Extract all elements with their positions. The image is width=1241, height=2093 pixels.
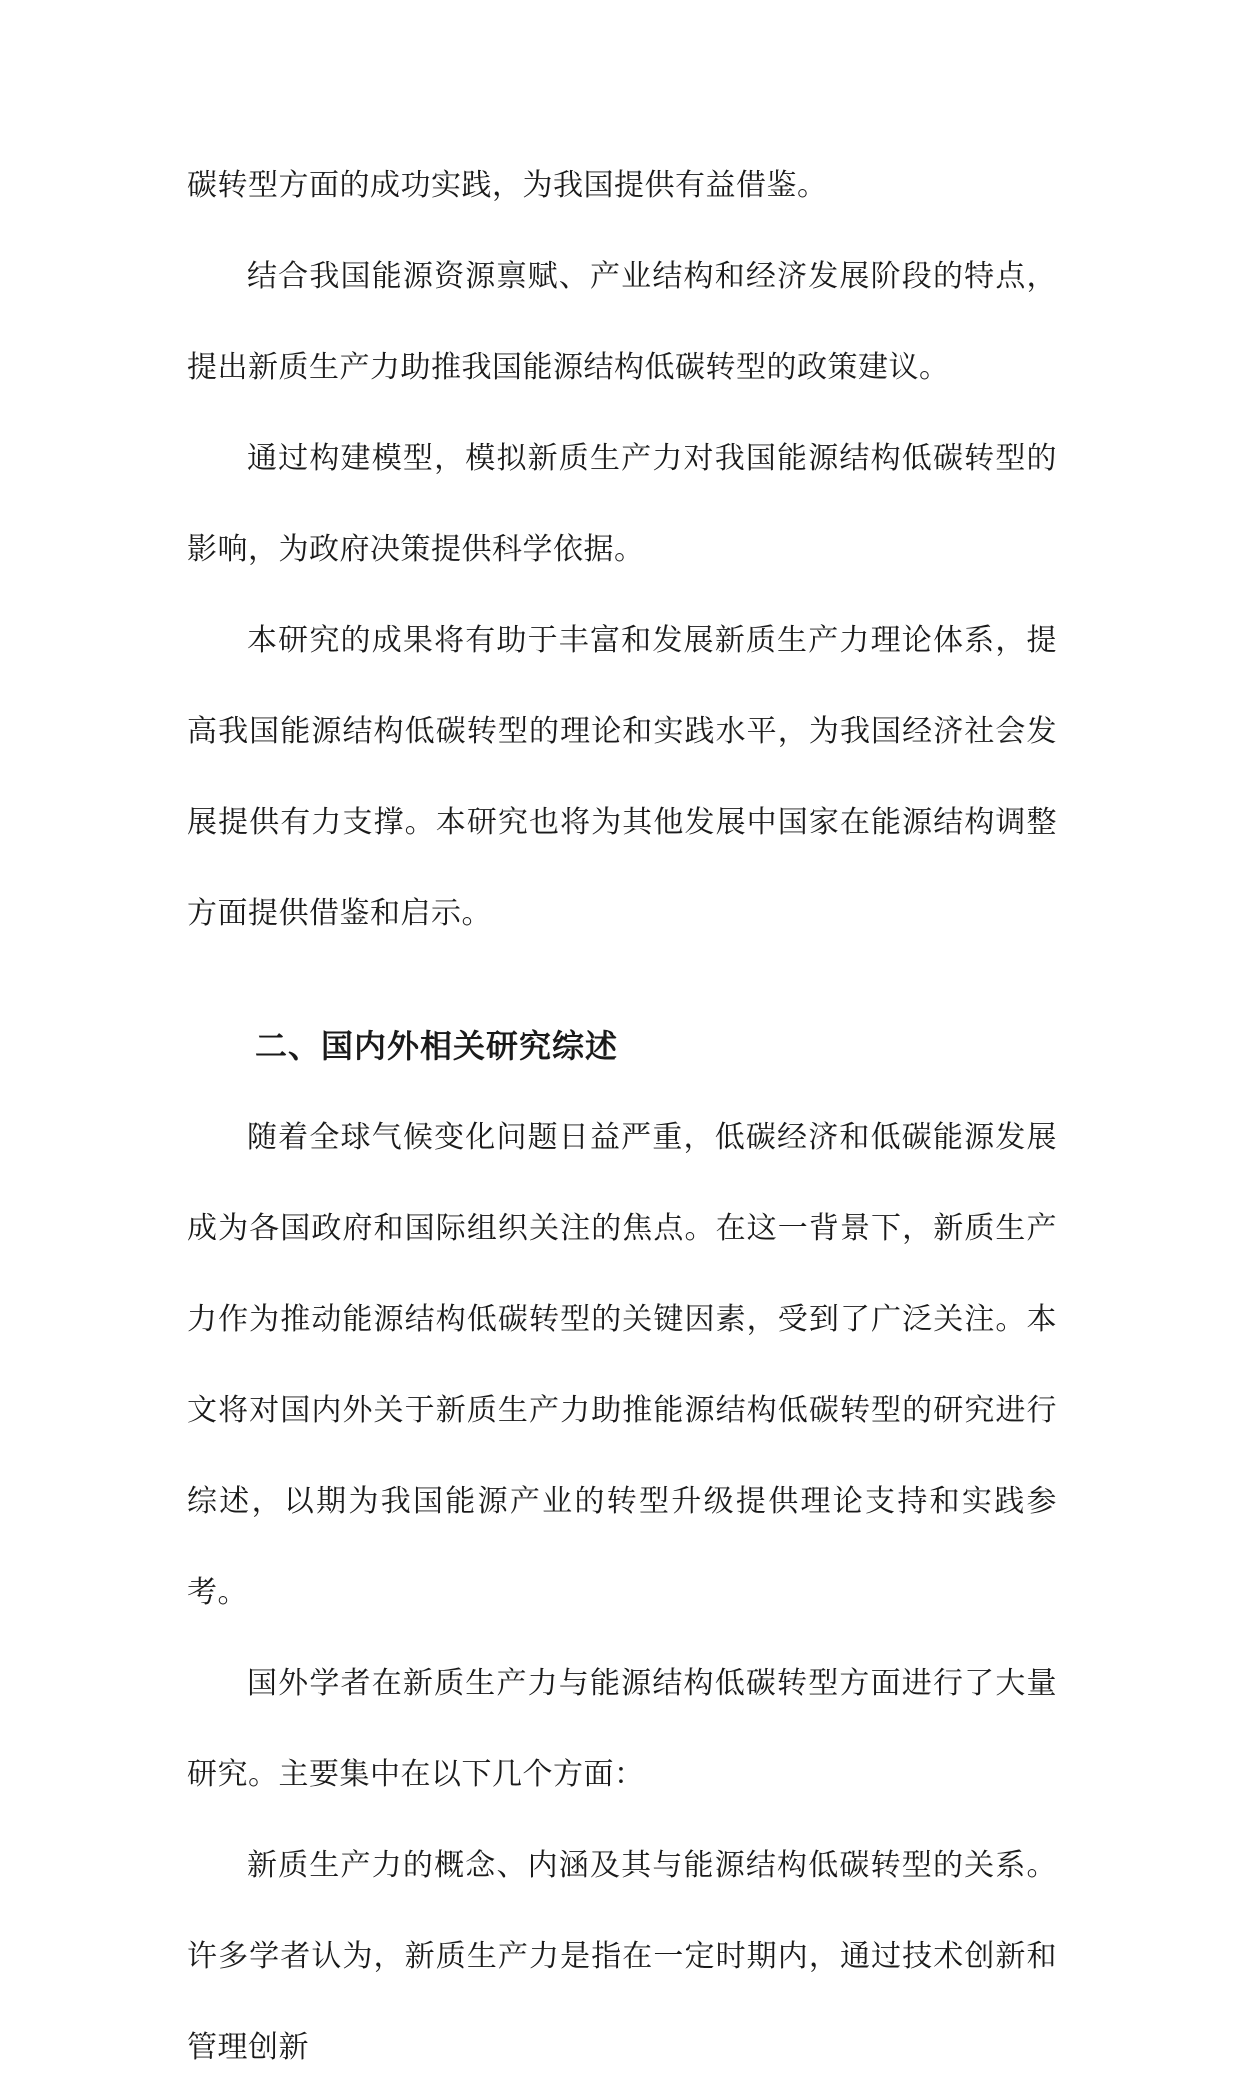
paragraph: 国外学者在新质生产力与能源结构低碳转型方面进行了大量研究。主要集中在以下几个方面： (187, 1666, 1057, 1792)
paragraph: 通过构建模型，模拟新质生产力对我国能源结构低碳转型的影响，为政府决策提供科学依据。 (187, 441, 1057, 567)
section-heading: 二、国内外相关研究综述 (255, 1027, 619, 1065)
paragraph: 本研究的成果将有助于丰富和发展新质生产力理论体系，提高我国能源结构低碳转型的理论和实践水平，为我国经济社会发展提供有力支撑。本研究也将为其他发展中国家在能源结构调整方面提供借鉴和启示。 (187, 623, 1057, 931)
paragraph: 随着全球气候变化问题日益严重，低碳经济和低碳能源发展成为各国政府和国际组织关注的焦点。在这一背景下，新质生产力作为推动能源结构低碳转型的关键因素，受到了广泛关注。本文将对国内外关于新质生产力助推能源结构低碳转型的研究进行综述，以期为我国能源产业的转型升级提供理论支持和实践参考。 (187, 1120, 1057, 1610)
paragraph: 结合我国能源资源禀赋、产业结构和经济发展阶段的特点，提出新质生产力助推我国能源结构低碳转型的政策建议。 (187, 259, 1057, 385)
paragraph-continuation: 碳转型方面的成功实践，为我国提供有益借鉴。 (187, 168, 828, 203)
document-body (187, 140, 1057, 2093)
paragraph: 新质生产力的概念、内涵及其与能源结构低碳转型的关系。许多学者认为，新质生产力是指在一定时期内，通过技术创新和管理创新 (187, 1848, 1057, 2065)
